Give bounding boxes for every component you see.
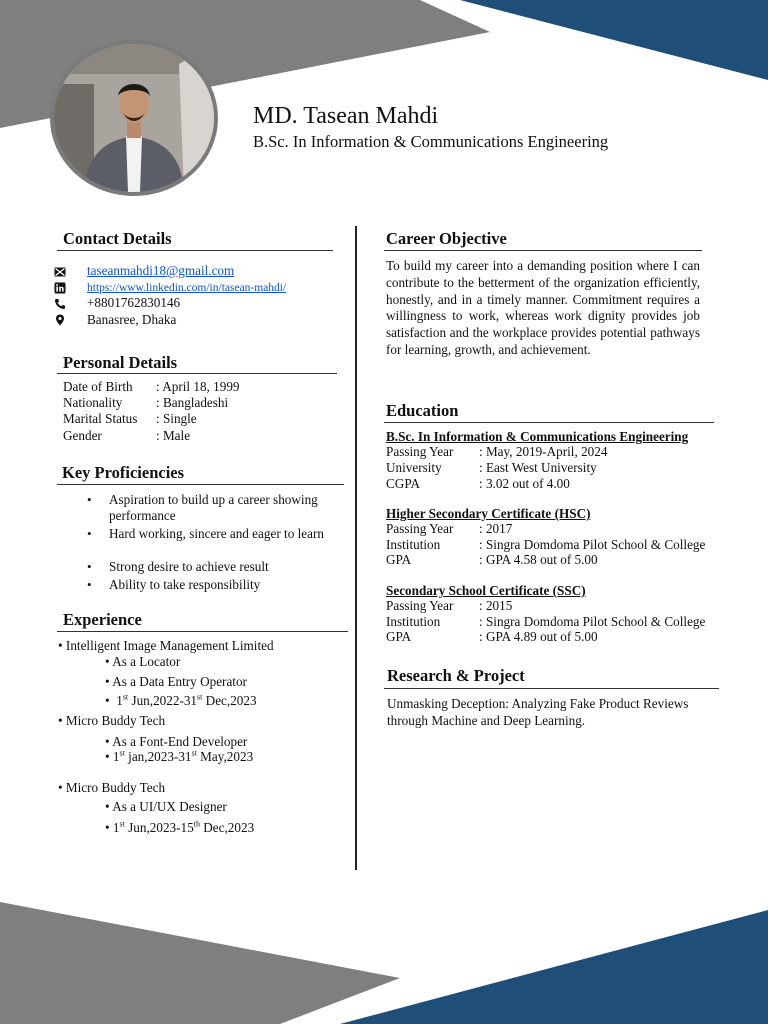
phone-icon <box>54 298 66 310</box>
research-section-title: Research & Project <box>387 666 525 685</box>
research-text-line2: through Machine and Deep Learning. <box>387 713 586 728</box>
job-role: • As a Data Entry Operator <box>105 674 247 689</box>
education-value: : Singra Domdoma Pilot School & College <box>479 537 706 552</box>
job-dates: • 1st jan,2023-31st May,2023 <box>105 748 254 764</box>
education-value: : 2015 <box>479 598 513 613</box>
research-rule <box>384 688 719 689</box>
objective-rule <box>384 250 702 251</box>
personal-label: Marital Status <box>63 411 138 426</box>
education-label: CGPA <box>386 476 420 491</box>
job-role: • As a UI/UX Designer <box>105 799 227 814</box>
proficiency-item: • Strong desire to achieve result <box>109 559 339 575</box>
education-label: Passing Year <box>386 598 454 613</box>
address: Banasree, Dhaka <box>87 312 177 327</box>
job-role: • As a Locator <box>105 654 181 669</box>
education-degree: B.Sc. In Information & Communications Engineering <box>386 429 689 444</box>
degree-title: B.Sc. In Information & Communications Engineering <box>253 132 609 151</box>
education-label: Institution <box>386 537 441 552</box>
education-degree: Secondary School Certificate (SSC) <box>386 583 586 598</box>
bottom-gray-shape <box>0 902 400 1024</box>
experience-rule <box>57 631 348 632</box>
top-blue-shape <box>460 0 768 80</box>
personal-rule <box>57 373 337 374</box>
personal-value: : Single <box>156 411 197 426</box>
proficiencies-rule <box>57 484 344 485</box>
proficiencies-section-title: Key Proficiencies <box>62 463 185 482</box>
person-avatar-icon <box>54 44 214 192</box>
job-dates: • 1st Jun,2022-31st Dec,2023 <box>105 692 257 708</box>
job-company: • Micro Buddy Tech <box>58 713 166 728</box>
email-link[interactable]: taseanmahdi18@gmail.com <box>87 263 235 278</box>
job-company: • Intelligent Image Management Limited <box>58 638 274 653</box>
profile-photo <box>50 40 218 196</box>
education-label: Passing Year <box>386 444 454 459</box>
proficiency-item: • Aspiration to build up a career showing performance <box>109 492 339 524</box>
education-label: GPA <box>386 629 412 644</box>
education-label: GPA <box>386 552 412 567</box>
name-header <box>253 102 608 152</box>
linkedin-icon <box>54 282 66 294</box>
research-text-line1: Unmasking Deception: Analyzing Fake Product Reviews <box>387 696 689 711</box>
job-company: • Micro Buddy Tech <box>58 780 166 795</box>
contact-rule <box>57 250 333 251</box>
job-dates: • 1st Jun,2023-15th Dec,2023 <box>105 819 255 835</box>
location-pin-icon <box>54 314 66 326</box>
education-label: Institution <box>386 614 441 629</box>
education-value: : GPA 4.58 out of 5.00 <box>479 552 598 567</box>
phone-number: +8801762830146 <box>87 295 181 310</box>
proficiency-item: • Ability to take responsibility <box>109 577 339 593</box>
personal-label: Gender <box>63 428 102 443</box>
linkedin-link[interactable]: https://www.linkedin.com/in/tasean-mahdi/ <box>87 282 287 294</box>
education-value: : East West University <box>479 460 597 475</box>
education-value: : 3.02 out of 4.00 <box>479 476 570 491</box>
full-name: MD. Tasean Mahdi <box>253 103 439 129</box>
education-rule <box>384 422 714 423</box>
bottom-blue-shape <box>340 910 768 1024</box>
personal-value: : Male <box>156 428 191 443</box>
contact-section-title: Contact Details <box>63 229 172 248</box>
education-section-title: Education <box>386 401 459 420</box>
personal-value: : Bangladeshi <box>156 395 229 410</box>
education-value: : GPA 4.89 out of 5.00 <box>479 629 598 644</box>
personal-label: Nationality <box>63 395 123 410</box>
personal-value: : April 18, 1999 <box>156 379 240 394</box>
proficiency-item: • Hard working, sincere and eager to learn <box>109 526 339 542</box>
education-label: University <box>386 460 442 475</box>
experience-section-title: Experience <box>63 610 142 629</box>
objective-text: To build my career into a demanding position where I can contribute to the betterment of the organization efficiently, honestly, and in a timely manner. Commitment requires a willingness to work, whereas work dignity provides job satisfaction and the workplace provides potential pathways for learning, growth, and achievement. <box>386 258 700 357</box>
education-degree: Higher Secondary Certificate (HSC) <box>386 506 591 521</box>
job-role: • As a Font-End Developer <box>105 734 248 749</box>
education-label: Passing Year <box>386 521 454 536</box>
education-value: : Singra Domdoma Pilot School & College <box>479 614 706 629</box>
column-divider <box>355 226 357 870</box>
personal-label: Date of Birth <box>63 379 133 394</box>
email-icon <box>54 266 66 278</box>
education-value: : May, 2019-April, 2024 <box>479 444 608 459</box>
education-value: : 2017 <box>479 521 513 536</box>
objective-section-title: Career Objective <box>386 229 507 248</box>
personal-section-title: Personal Details <box>63 353 178 372</box>
